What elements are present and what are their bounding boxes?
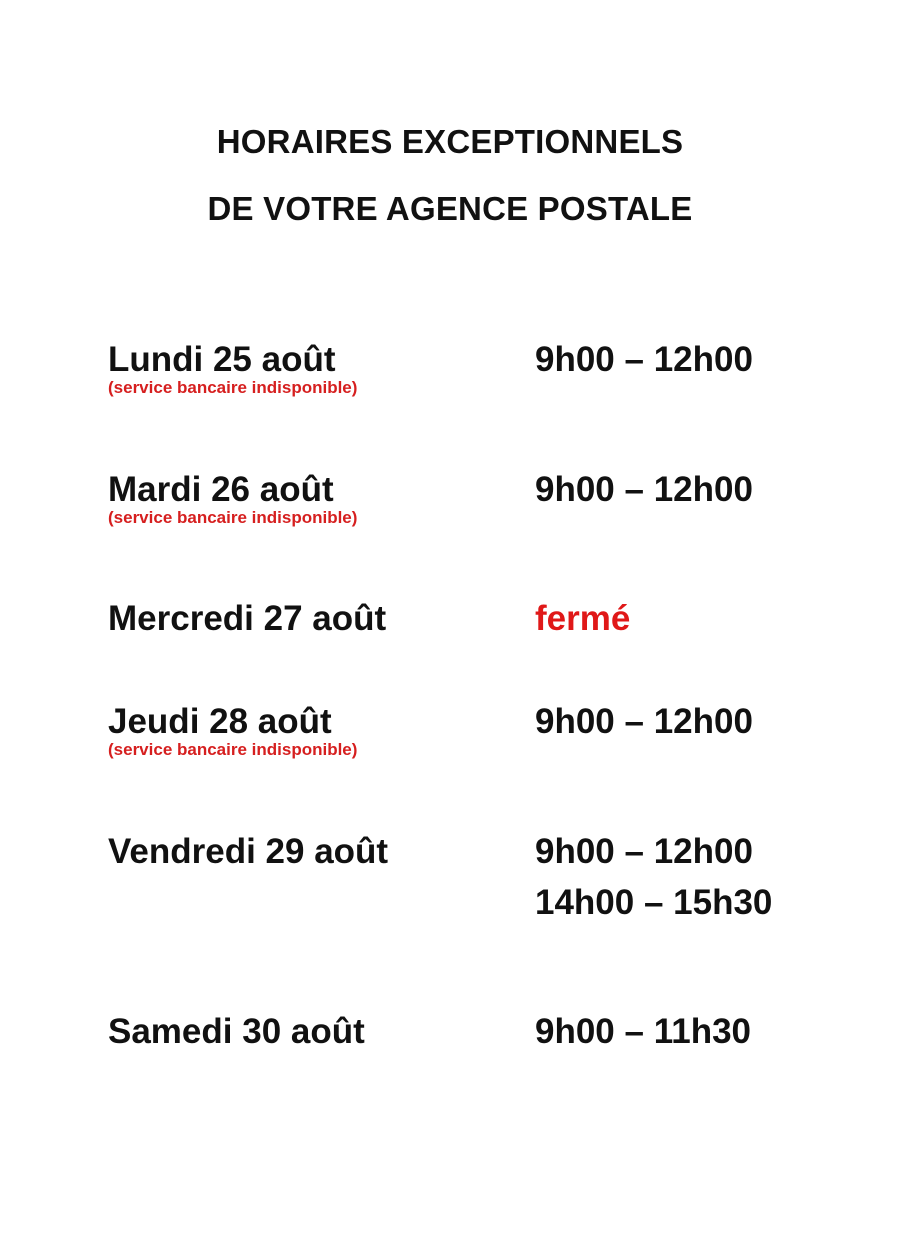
day-label: Lundi 25 août — [108, 340, 336, 379]
day-label: Samedi 30 août — [108, 1012, 365, 1051]
title-line-2: DE VOTRE AGENCE POSTALE — [207, 190, 693, 227]
day-label: Mercredi 27 août — [108, 599, 387, 638]
hours-line: 9h00 – 12h00 — [535, 702, 753, 741]
opening-hours — [535, 831, 772, 924]
banking-unavailable-note: (service bancaire indisponible) — [108, 740, 358, 759]
hours-line-morning: 9h00 – 12h00 — [535, 832, 753, 871]
opening-hours — [535, 339, 753, 381]
day-label: Jeudi 28 août — [108, 702, 332, 741]
title-line-1: HORAIRES EXCEPTIONNELS — [216, 123, 684, 160]
opening-hours — [535, 1011, 751, 1053]
opening-hours — [535, 701, 753, 743]
hours-line-afternoon: 14h00 – 15h30 — [535, 883, 773, 922]
day-label: Vendredi 29 août — [108, 832, 389, 871]
hours-line: 9h00 – 12h00 — [535, 340, 753, 379]
closed-status — [535, 598, 630, 640]
hours-line: 9h00 – 12h00 — [535, 470, 753, 509]
page-title — [0, 108, 900, 242]
banking-unavailable-note: (service bancaire indisponible) — [108, 508, 358, 527]
day-label: Mardi 26 août — [108, 470, 334, 509]
hours-line: fermé — [535, 599, 631, 638]
hours-line: 9h00 – 11h30 — [535, 1012, 751, 1051]
banking-unavailable-note: (service bancaire indisponible) — [108, 378, 358, 397]
opening-hours — [535, 469, 753, 511]
